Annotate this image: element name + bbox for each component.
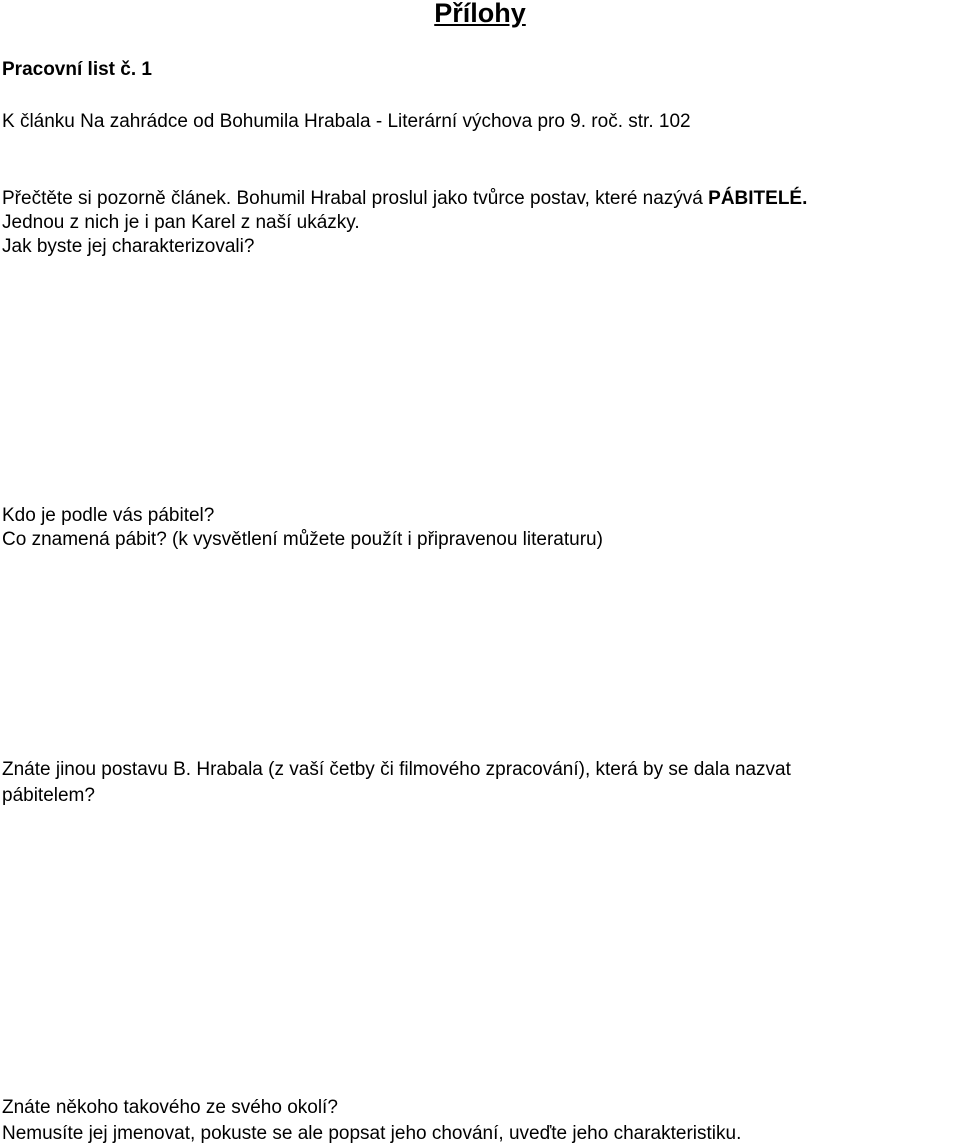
intro-question: Jak byste jej charakterizovali? xyxy=(2,236,255,257)
worksheet-heading: Pracovní list č. 1 xyxy=(2,59,152,80)
intro-line-2: Jednou z nich je i pan Karel z naší ukázky. xyxy=(2,212,360,233)
question-2-line-2: Co znamená pábit? (k vysvětlení můžete použít i připravenou literaturu) xyxy=(2,529,603,550)
intro-line-1-text: Přečtěte si pozorně článek. Bohumil Hrabal proslul jako tvůrce postav, které nazývá xyxy=(2,188,709,209)
intro-line-1 xyxy=(2,189,807,208)
intro-emphasis: PÁBITELÉ. xyxy=(708,188,808,209)
question-3-line-1: Znáte jinou postavu B. Hrabala (z vaší četby či filmového zpracování), která by se dala nazvat xyxy=(2,759,791,780)
question-3-line-2: pábitelem? xyxy=(2,785,95,806)
page-title: Přílohy xyxy=(434,0,526,28)
question-2-line-1: Kdo je podle vás pábitel? xyxy=(2,505,215,526)
question-4-line-2: Nemusíte jej jmenovat, pokuste se ale popsat jeho chování, uveďte jeho charakteristiku. xyxy=(2,1123,742,1144)
article-subtitle: K článku Na zahrádce od Bohumila Hrabala - Literární výchova pro 9. roč. str. 102 xyxy=(2,111,691,132)
question-4-line-1: Znáte někoho takového ze svého okolí? xyxy=(2,1097,338,1118)
